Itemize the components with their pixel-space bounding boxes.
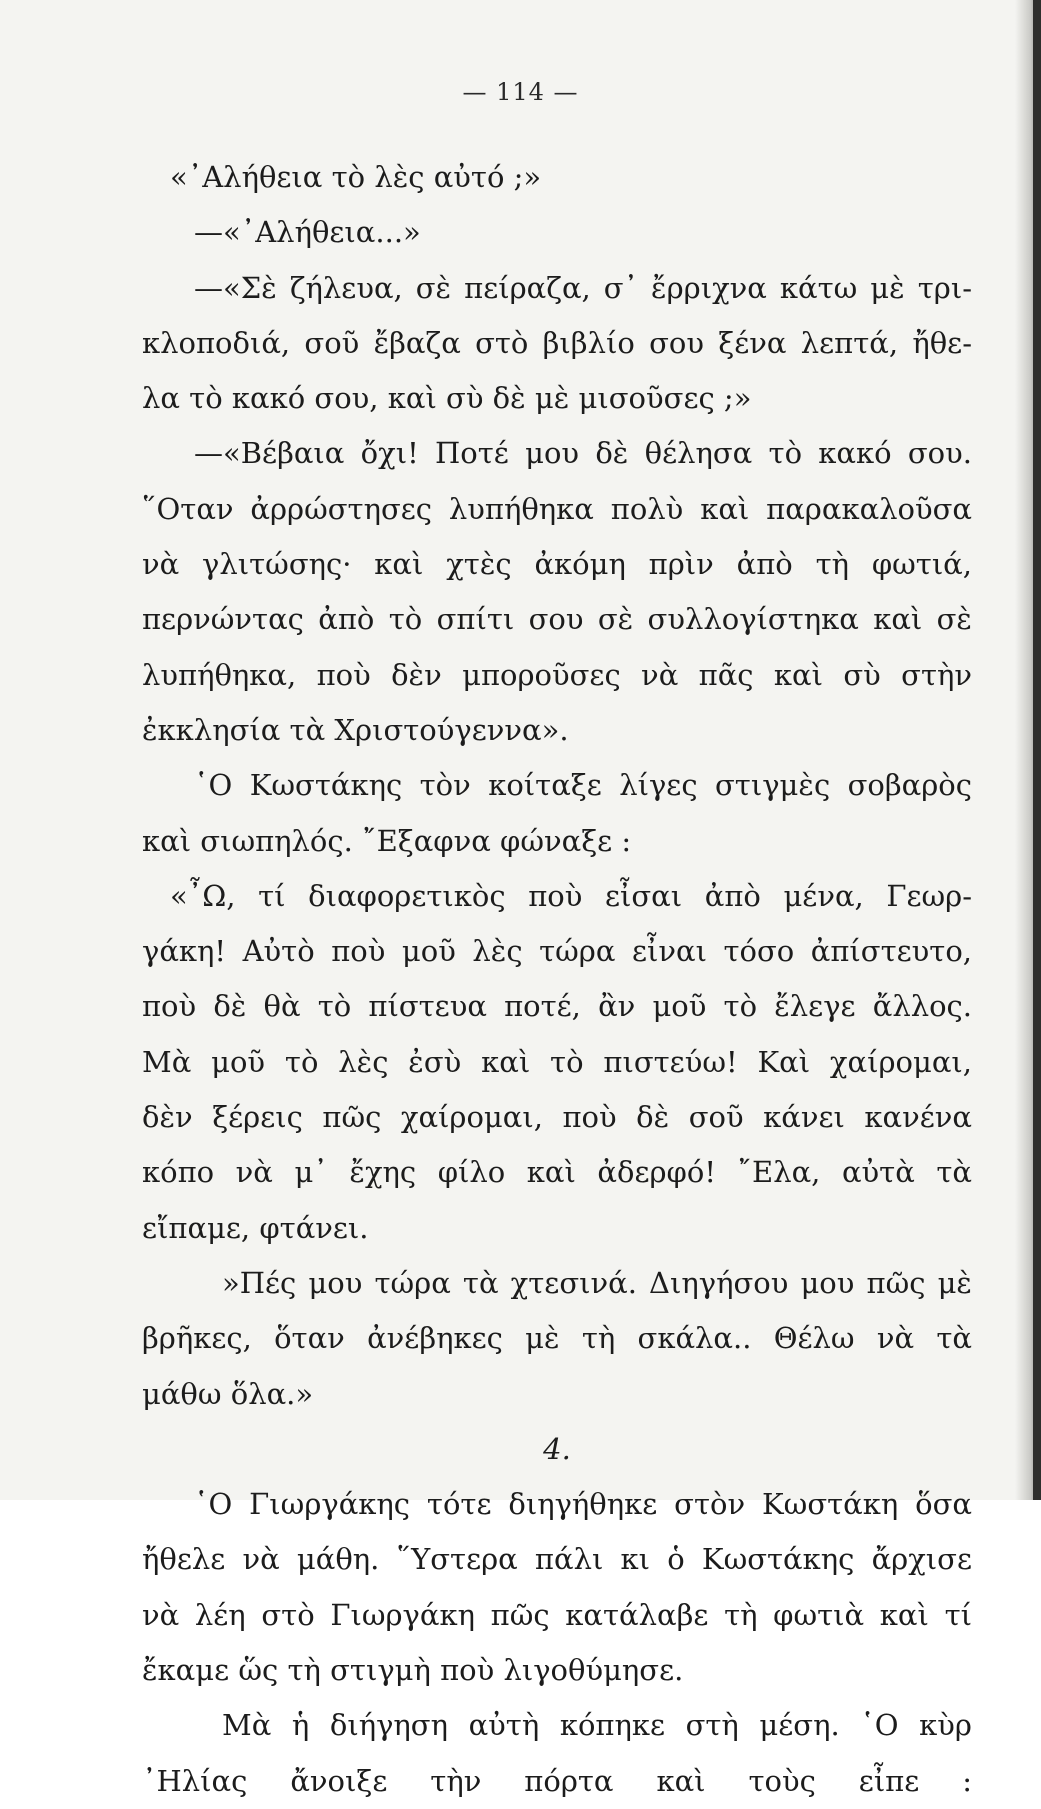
text-line: λα τὸ κακό σου, καὶ σὺ δὲ μὲ μισοῦσες ;»	[142, 381, 752, 416]
text-line: εἴπαμε, φτάνει.	[142, 1210, 369, 1245]
page-number: — 114 —	[462, 78, 579, 106]
text-line: Μὰ ἡ διήγηση αὐτὴ κόπηκε στὴ μέση. ῾Ο κὺρ	[222, 1708, 972, 1743]
text-line: —«᾽Αλήθεια...»	[194, 215, 421, 250]
text-line: δὲν ξέρεις πῶς χαίρομαι, ποὺ δὲ σοῦ κάνει κανένα	[142, 1100, 972, 1135]
body-text	[142, 150, 972, 1809]
section-number: 4.	[543, 1431, 571, 1466]
text-line: »Πές μου τώρα τὰ χτεσινά. Διηγήσου μου πῶς μὲ	[222, 1265, 972, 1300]
text-line: ποὺ δὲ θὰ τὸ πίστευα ποτέ, ἂν μοῦ τὸ ἔλεγε ἄλλος.	[142, 989, 972, 1024]
text-line: κόπο νὰ μ᾽ ἔχης φίλο καὶ ἀδερφό! ῎Ελα, αὐτὰ τὰ	[142, 1155, 972, 1190]
text-line: ἤθελε νὰ μάθη. ῞Υστερα πάλι κι ὁ Κωστάκης ἄρχισε	[142, 1542, 972, 1577]
text-line: γάκη! Αὐτὸ ποὺ μοῦ λὲς τώρα εἶναι τόσο ἀπίστευτο,	[142, 934, 972, 969]
text-line: ἔκαμε ὥς τὴ στιγμὴ ποὺ λιγοθύμησε.	[142, 1653, 684, 1688]
text-line: ῞Οταν ἀρρώστησες λυπήθηκα πολὺ καὶ παρακαλοῦσα	[142, 491, 972, 526]
text-line: βρῆκες, ὅταν ἀνέβηκες μὲ τὴ σκάλα.. Θέλω νὰ τὰ	[142, 1321, 972, 1356]
text-line: ῾Ο Γιωργάκης τότε διηγήθηκε στὸν Κωστάκη ὅσα	[194, 1487, 972, 1522]
text-line: «᾽Αλήθεια τὸ λὲς αὐτό ;»	[170, 160, 542, 194]
text-line: κλοποδιά, σοῦ ἔβαζα στὸ βιβλίο σου ξένα λεπτά, ἤθε-	[142, 325, 972, 360]
text-line: —«Βέβαια ὄχι! Ποτέ μου δὲ θέλησα τὸ κακό σου.	[194, 436, 972, 471]
text-line: —«Σὲ ζήλευα, σὲ πείραζα, σ᾽ ἔρριχνα κάτω μὲ τρι-	[194, 270, 972, 305]
text-line: «῏Ω, τί διαφορετικὸς ποὺ εἶσαι ἀπὸ μένα, Γεωρ-	[170, 878, 972, 913]
text-line: ᾽Ηλίας ἄνοιξε τὴν πόρτα καὶ τοὺς εἶπε :	[142, 1763, 972, 1798]
text-line: λυπήθηκα, ποὺ δὲν μποροῦσες νὰ πᾶς καὶ σὺ στὴν	[142, 657, 972, 692]
text-line: μάθω ὅλα.»	[142, 1376, 314, 1411]
text-line: Μὰ μοῦ τὸ λὲς ἐσὺ καὶ τὸ πιστεύω! Καὶ χαίρομαι,	[142, 1044, 972, 1079]
text-line: νὰ λέη στὸ Γιωργάκη πῶς κατάλαβε τὴ φωτιὰ καὶ τί	[142, 1597, 972, 1632]
text-line: καὶ σιωπηλός. ῎Εξαφνα φώναξε :	[142, 823, 632, 858]
text-line: περνώντας ἀπὸ τὸ σπίτι σου σὲ συλλογίστηκα καὶ σὲ	[142, 602, 972, 637]
text-line: νὰ γλιτώσης· καὶ χτὲς ἀκόμη πρὶν ἀπὸ τὴ φωτιά,	[142, 547, 972, 582]
text-line: ἐκκλησία τὰ Χριστούγεννα».	[142, 712, 569, 747]
page-edge-border	[1033, 0, 1041, 1500]
text-line: ῾Ο Κωστάκης τὸν κοίταξε λίγες στιγμὲς σοβαρὸς	[194, 768, 972, 803]
